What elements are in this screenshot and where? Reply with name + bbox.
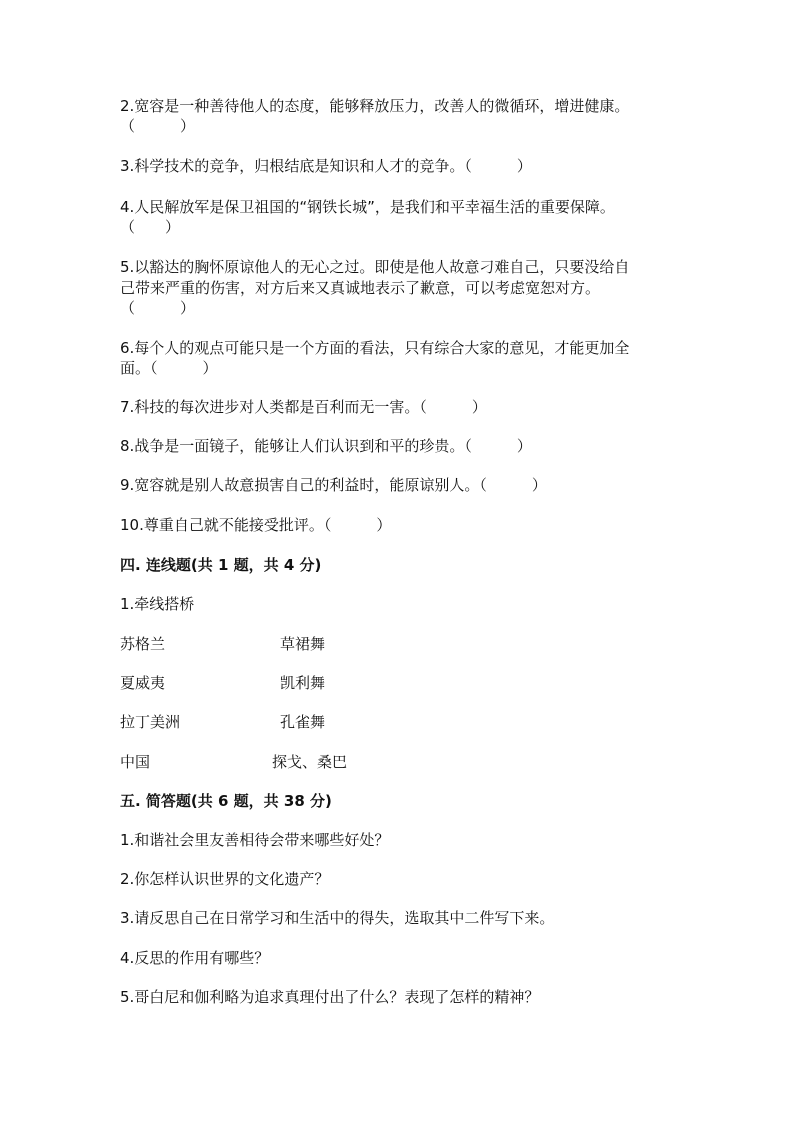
question-4-line-2: （ ） [120, 218, 181, 236]
section-5-question-2: 2.你怎样认识世界的文化遗产？ [120, 870, 330, 888]
section-4-title: 四. 连线题(共 1 题，共 4 分) [120, 556, 322, 574]
question-9: 9.宽容就是别人故意损害自己的利益时，能原谅别人。（ ） [120, 476, 547, 494]
match-right-3: 孔雀舞 [280, 713, 326, 731]
question-10: 10.尊重自己就不能接受批评。（ ） [120, 516, 392, 534]
match-left-1: 苏格兰 [120, 635, 166, 653]
question-7: 7.科技的每次进步对人类都是百利而无一害。（ ） [120, 398, 487, 416]
question-2-line-2: （ ） [120, 117, 196, 135]
match-left-3: 拉丁美洲 [120, 713, 181, 731]
question-5-line-1: 5.以豁达的胸怀原谅他人的无心之过。即使是他人故意刁难自己，只要没给自 [120, 258, 630, 276]
match-right-2: 凯利舞 [280, 674, 326, 692]
question-2-line-1: 2.宽容是一种善待他人的态度，能够释放压力，改善人的微循环，增进健康。 [120, 97, 630, 115]
section-5-question-4: 4.反思的作用有哪些？ [120, 949, 270, 967]
question-6-line-1: 6.每个人的观点可能只是一个方面的看法，只有综合大家的意见，才能更加全 [120, 339, 630, 357]
section-5-question-1: 1.和谐社会里友善相待会带来哪些好处？ [120, 831, 390, 849]
question-5-line-2: 己带来严重的伤害，对方后来又真诚地表示了歉意，可以考虑宽恕对方。 [120, 279, 601, 297]
section-5-question-5: 5.哥白尼和伽利略为追求真理付出了什么？表现了怎样的精神？ [120, 988, 540, 1006]
match-left-4: 中国 [120, 753, 151, 771]
section-5-question-3: 3.请反思自己在日常学习和生活中的得失，选取其中二件写下来。 [120, 909, 555, 927]
question-6-line-2: 面。（ ） [120, 359, 218, 377]
question-3: 3.科学技术的竞争，归根结底是知识和人才的竞争。（ ） [120, 157, 532, 175]
section-5-title: 五. 简答题(共 6 题，共 38 分) [120, 792, 332, 810]
match-right-1: 草裙舞 [280, 635, 326, 653]
match-left-2: 夏威夷 [120, 674, 166, 692]
question-8: 8.战争是一面镜子，能够让人们认识到和平的珍贵。（ ） [120, 437, 532, 455]
question-5-line-3: （ ） [120, 299, 196, 317]
match-right-4: 探戈、桑巴 [272, 753, 348, 771]
question-4-line-1: 4.人民解放军是保卫祖国的“钢铁长城”，是我们和平幸福生活的重要保障。 [120, 198, 615, 216]
section-4-question-1: 1.牵线搭桥 [120, 595, 195, 613]
